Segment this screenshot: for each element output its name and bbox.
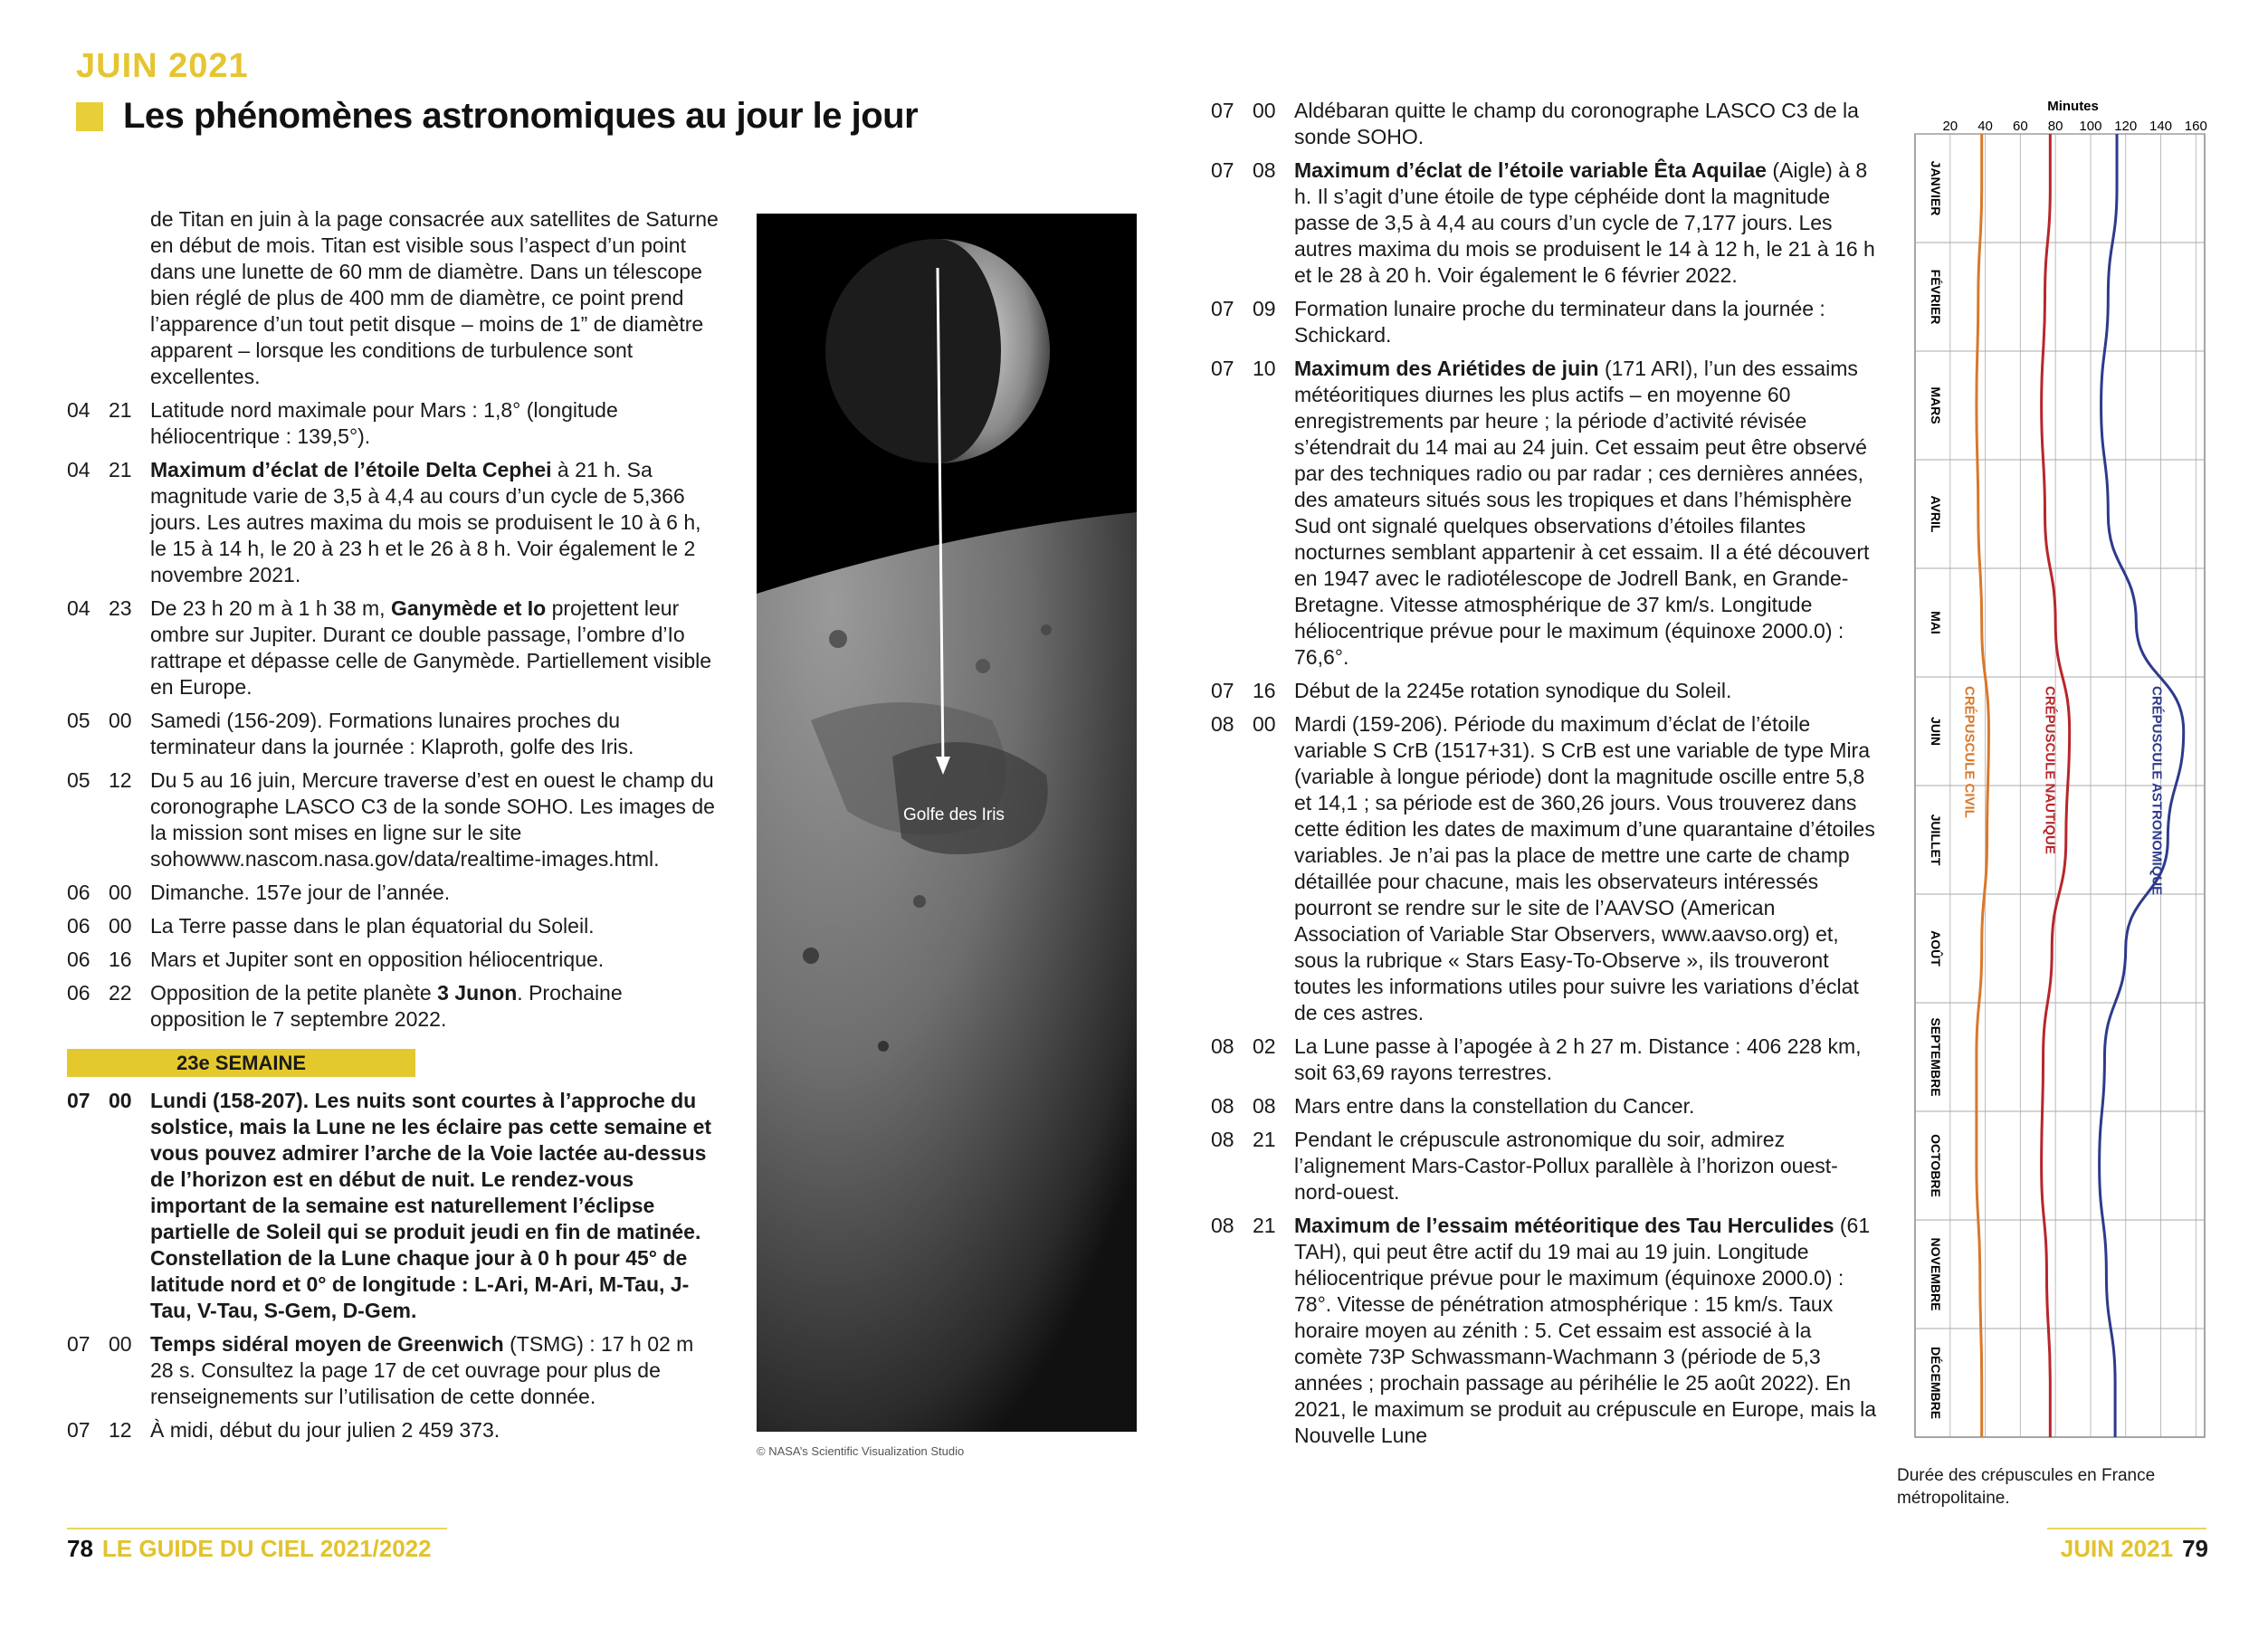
entry-hour: 21	[109, 398, 132, 422]
entry-hour: 00	[109, 709, 132, 732]
entry-day: 07	[1211, 357, 1234, 380]
entry-hour: 08	[1253, 1094, 1276, 1118]
entry-day: 04	[67, 458, 91, 481]
entry-day: 08	[1211, 1214, 1234, 1237]
entry-hour: 21	[109, 458, 132, 481]
entry-body: (Aigle) à 8 h. Il s’agit d’une étoile de type céphéide dont la magnitude passe de 3,5 à 4,4 au cours d’un cycle de 7,177 jours. Les autres maxima du mois se produisent le 14 à 12 h, le 21 à 16 h et le 28 à 20 h. Voir également le 6 février 2022.	[1294, 158, 1875, 287]
entry-hour: 22	[109, 981, 132, 1005]
entry-text	[1294, 1034, 1881, 1086]
list-item	[67, 980, 719, 1033]
entry-body: Aldébaran quitte le champ du coronographe LASCO C3 de la sonde SOHO.	[1294, 99, 1859, 148]
tick-label: 60	[2013, 119, 2028, 134]
entry-body: Latitude nord maximale pour Mars : 1,8° (longitude héliocentrique : 139,5°).	[150, 398, 618, 448]
entry-bold: Maximum des Ariétides de juin	[1294, 357, 1599, 380]
footer-rule-left	[67, 1528, 447, 1529]
entry-day: 04	[67, 596, 91, 620]
entry-day: 06	[67, 881, 91, 904]
entry-text	[1294, 296, 1881, 348]
month-label: OCTOBRE	[1929, 1134, 1943, 1197]
entry-day: 07	[67, 1089, 91, 1112]
entry-bold: Temps sidéral moyen de Greenwich	[150, 1332, 504, 1356]
entry-text	[1294, 98, 1881, 150]
series-label: CRÉPUSCULE CIVIL	[1961, 686, 1977, 818]
footer-rule-right	[2047, 1528, 2206, 1529]
entry-body: Début de la 2245e rotation synodique du Soleil.	[1294, 679, 1732, 702]
list-item	[1211, 1034, 1881, 1086]
page-number-right: 79	[2182, 1535, 2208, 1562]
entry-day: 07	[1211, 99, 1234, 122]
continuation-text: de Titan en juin à la page consacrée aux satellites de Saturne en début de mois. Titan est visible sous l’aspect d’un point dans une lunette de 60 mm de diamètre. Dans un télescope bien réglé de plus de 400 mm de diamètre, ce point prend l’apparence d’un tout petit disque – moins de 1” de diamètre apparent – lorsque les conditions de turbulence sont excellentes.	[150, 207, 719, 388]
list-item	[67, 397, 719, 450]
list-item	[67, 880, 719, 906]
list-item	[67, 1088, 719, 1324]
entry-hour: 16	[1253, 679, 1276, 702]
tick-label: 40	[1977, 119, 1993, 134]
entry-hour: 00	[1253, 712, 1276, 736]
moon-illustration	[757, 214, 1137, 1432]
entry-bold: Lundi (158-207). Les nuits sont courtes à l’approche du solstice, mais la Lune ne les éclaire pas cette semaine et vous pouvez admirer l’arche de la Voie lactée au-dessus de l’horizon est en début de nuit. Le rendez-vous important de la semaine est naturellement l’éclipse partielle de Soleil qui se produit jeudi en fin de matinée. Constellation de la Lune chaque jour à 0 h pour 45° de latitude nord et 0° de longitude : L-Ari, M-Ari, M-Tau, J-Tau, V-Tau, S-Gem, D-Gem.	[150, 1089, 712, 1322]
entry-body: Mars et Jupiter sont en opposition héliocentrique.	[150, 948, 605, 971]
entry-bold: Maximum d’éclat de l’étoile variable Êta Aquilae	[1294, 158, 1767, 182]
entry-bold: Maximum de l’essaim météoritique des Tau Herculides	[1294, 1214, 1834, 1237]
entry-day: 06	[67, 948, 91, 971]
entry-day: 08	[1211, 712, 1234, 736]
entry-prefix: De 23 h 20 m à 1 h 38 m,	[150, 596, 391, 620]
entry-hour: 00	[109, 881, 132, 904]
entry-body: Formation lunaire proche du terminateur dans la journée : Schickard.	[1294, 297, 1825, 347]
entry-body: Dimanche. 157e jour de l’année.	[150, 881, 451, 904]
list-item	[1211, 1093, 1881, 1119]
series-label: CRÉPUSCULE NAUTIQUE	[2042, 686, 2058, 854]
entry-day: 07	[1211, 297, 1234, 320]
list-item	[1211, 678, 1881, 704]
list-item	[1211, 157, 1881, 289]
list-item	[1211, 1127, 1881, 1205]
entry-body: (61 TAH), qui peut être actif du 19 mai au 19 juin. Longitude héliocentrique prévue pour le maximum (équinoxe 2000.0) : 78°. Vitesse de pénétration atmosphérique : 15 km/s. Taux horaire moyen au zénith : 5. Cet essaim est associé à la comète 73P Schwassmann-Wachmann 3 (période de 5,3 années ; prochain passage au périhélie le 25 août 2022). En 2021, le maximum se produit au crépuscule en Europe, mais la Nouvelle Lune	[1294, 1214, 1877, 1447]
entry-day: 07	[1211, 158, 1234, 182]
entry-body: Du 5 au 16 juin, Mercure traverse d’est en ouest le champ du coronographe LASCO C3 de la sonde SOHO. Les images de la mission sont mises en ligne sur le site sohowww.nascom.nasa.gov/data/realtime-images.html.	[150, 768, 715, 871]
month-label: FÉVRIER	[1929, 269, 1943, 325]
entry-body: à 21 h. Sa magnitude varie de 3,5 à 4,4 au cours d’un cycle de 5,366 jours. Les autres maxima du mois se produisent le 10 à 6 h, le 15 à 14 h, le 20 à 23 h et le 26 à 8 h. Voir également le 2 novembre 2021.	[150, 458, 701, 586]
entry-hour: 00	[109, 914, 132, 938]
entry-day: 04	[67, 398, 91, 422]
entry-hour: 10	[1253, 357, 1276, 380]
entry-text	[1294, 1213, 1881, 1449]
image-credit: © NASA’s Scientific Visualization Studio	[757, 1444, 965, 1458]
list-item	[67, 457, 719, 588]
list-item	[1211, 356, 1881, 671]
tick-label: 20	[1942, 119, 1958, 134]
entry-body: . Prochaine opposition le 7 septembre 2022.	[150, 981, 623, 1031]
entry-day: 06	[67, 981, 91, 1005]
book-title: LE GUIDE DU CIEL 2021/2022	[101, 1535, 432, 1562]
entry-hour: 12	[109, 768, 132, 792]
month-label: NOVEMBRE	[1929, 1237, 1943, 1311]
entry-body: La Terre passe dans le plan équatorial du Soleil.	[150, 914, 595, 938]
entry-hour: 12	[109, 1418, 132, 1442]
entry-bold: Ganymède et Io	[390, 596, 547, 620]
list-item	[67, 1331, 719, 1410]
left-text-column	[67, 206, 719, 1451]
entry-text	[1294, 711, 1881, 1026]
month-label: JANVIER	[1929, 160, 1943, 216]
entry-text	[150, 457, 719, 588]
entry-hour: 02	[1253, 1034, 1276, 1058]
entry-hour: 00	[1253, 99, 1276, 122]
entry-text	[1294, 1127, 1881, 1205]
entry-text	[150, 708, 719, 760]
entry-hour: 00	[109, 1332, 132, 1356]
entry-text	[150, 767, 719, 872]
list-item	[1211, 711, 1881, 1026]
entry-day: 08	[1211, 1034, 1234, 1058]
right-text-column	[1211, 98, 1881, 1456]
month-label: JUIN	[1929, 717, 1943, 746]
month-label: AOÛT	[1929, 930, 1943, 967]
entry-prefix: Opposition de la petite planète	[150, 981, 438, 1005]
entry-hour: 23	[109, 596, 132, 620]
entry-text	[150, 1331, 719, 1410]
tick-label: 160	[2184, 119, 2207, 134]
list-item	[67, 767, 719, 872]
twilight-chart	[1897, 98, 2214, 1455]
chart-caption: Durée des crépuscules en France métropolitaine.	[1897, 1466, 2156, 1508]
entry-bold: 3 Junon	[437, 981, 518, 1005]
entry-text	[150, 1088, 719, 1324]
entry-body: (171 ARI), l’un des essaims météoritiques diurnes les plus actifs – en moyenne 60 enregistrements par heure ; la période d’activité révisée s’étendrait du 14 mai au 24 juin. Cet essaim peut être observé par des techniques radio ou par radar ; ces dernières années, des amateurs situés sous les tropiques et dans l’hémisphère Sud ont signalé quelques observations d’étoiles filantes nocturnes semblant appartenir à cet essaim. Il a été découvert en 1947 avec le radiotélescope de Jodrell Bank, en Grande-Bretagne. Vitesse atmosphérique de 37 km/s. Longitude héliocentrique prévue pour le maximum (équinoxe 2000.0) : 76,6°.	[1294, 357, 1870, 669]
month-label: DÉCEMBRE	[1929, 1346, 1943, 1420]
entry-day: 07	[1211, 679, 1234, 702]
entry-day: 05	[67, 709, 91, 732]
entry-bold: Maximum d’éclat de l’étoile Delta Cephei	[150, 458, 552, 481]
month-label: SEPTEMBRE	[1929, 1017, 1943, 1097]
entry-hour: 21	[1253, 1214, 1276, 1237]
entry-body: projettent leur ombre sur Jupiter. Durant ce double passage, l’ombre d’Io rattrape et dépasse celle de Ganymède. Partiellement visible en Europe.	[150, 596, 712, 699]
entry-text	[150, 947, 719, 973]
entry-text	[150, 880, 719, 906]
list-item	[67, 708, 719, 760]
month-label: MARS	[1929, 386, 1943, 424]
entry-hour: 16	[109, 948, 132, 971]
entry-day: 08	[1211, 1094, 1234, 1118]
page-number-left: 78	[67, 1535, 93, 1562]
entry-body: Mardi (159-206). Période du maximum d’éclat de l’étoile variable S CrB (1517+31). S CrB est une variable de type Mira (variable à longue période) dont la magnitude oscille entre 5,8 et 14,1 ; sa période est de 360,26 jours. Vous trouverez dans cette édition les dates de maximum d’une quarantaine d’étoiles variables. Je n’ai pas la place de mettre une carte de champ détaillée pour chacune, mais les observateurs intéressés pourront se rendre sur le site de l’AAVSO (American Association of Variable Star Observers, www.aavso.org) et, sous la rubrique « Stars Easy-To-Observe », ils trouveront toutes les informations utiles pour suivre les variations d’éclat de ces astres.	[1294, 712, 1875, 1024]
month-title: JUIN 2021	[76, 47, 249, 85]
month-label: AVRIL	[1929, 495, 1943, 533]
month-label: JUILLET	[1929, 814, 1943, 866]
entry-hour: 00	[109, 1089, 132, 1112]
entry-day: 05	[67, 768, 91, 792]
footer-left	[67, 1535, 432, 1563]
entry-day: 07	[67, 1418, 91, 1442]
entry-text	[150, 980, 719, 1033]
page-title: Les phénomènes astronomiques au jour le jour	[123, 96, 919, 136]
list-item	[67, 947, 719, 973]
moon-label: Golfe des Iris	[903, 805, 1005, 824]
entry-body: La Lune passe à l’apogée à 2 h 27 m. Distance : 406 228 km, soit 63,69 rayons terrestres.	[1294, 1034, 1862, 1084]
series-label: CRÉPUSCULE ASTRONOMIQUE	[2149, 686, 2165, 896]
entry-hour: 21	[1253, 1128, 1276, 1151]
entry-text	[150, 595, 719, 700]
entry-body: À midi, début du jour julien 2 459 373.	[150, 1418, 500, 1442]
list-item	[67, 595, 719, 700]
list-item	[1211, 1213, 1881, 1449]
entry-hour: 08	[1253, 158, 1276, 182]
entry-text	[1294, 1093, 1881, 1119]
week-banner: 23e SEMAINE	[67, 1049, 415, 1077]
entry-body: (TSMG) : 17 h 02 m 28 s. Consultez la page 17 de cet ouvrage pour plus de renseignements sur l’utilisation de cette donnée.	[150, 1332, 694, 1408]
entry-text	[1294, 356, 1881, 671]
entry-hour: 09	[1253, 297, 1276, 320]
list-item	[1211, 98, 1881, 150]
entry-body: Samedi (156-209). Formations lunaires proches du terminateur dans la journée : Klaproth, golfe des Iris.	[150, 709, 634, 758]
month-label: MAI	[1929, 611, 1943, 634]
tick-label: 140	[2149, 119, 2173, 134]
tick-label: 80	[2047, 119, 2063, 134]
list-item	[67, 913, 719, 939]
entry-day: 07	[67, 1332, 91, 1356]
footer-right	[2061, 1535, 2208, 1563]
entry-body: Pendant le crépuscule astronomique du soir, admirez l’alignement Mars-Castor-Pollux parallèle à l’horizon ouest-nord-ouest.	[1294, 1128, 1838, 1204]
title-square-icon	[76, 102, 103, 131]
tick-label: 120	[2114, 119, 2138, 134]
entry-text	[1294, 157, 1881, 289]
list-item	[1211, 296, 1881, 348]
footer-month: JUIN 2021	[2060, 1535, 2174, 1562]
tick-label: 100	[2079, 119, 2102, 134]
entry-text	[150, 1417, 719, 1443]
entry-day: 08	[1211, 1128, 1234, 1151]
moon-photo	[757, 214, 1137, 1432]
entry-text	[150, 397, 719, 450]
entry-text	[150, 913, 719, 939]
list-item	[67, 1417, 719, 1443]
entry-text	[1294, 678, 1881, 704]
entry-body: Mars entre dans la constellation du Cancer.	[1294, 1094, 1695, 1118]
chart-title: Minutes	[2047, 99, 2099, 114]
entry-day: 06	[67, 914, 91, 938]
